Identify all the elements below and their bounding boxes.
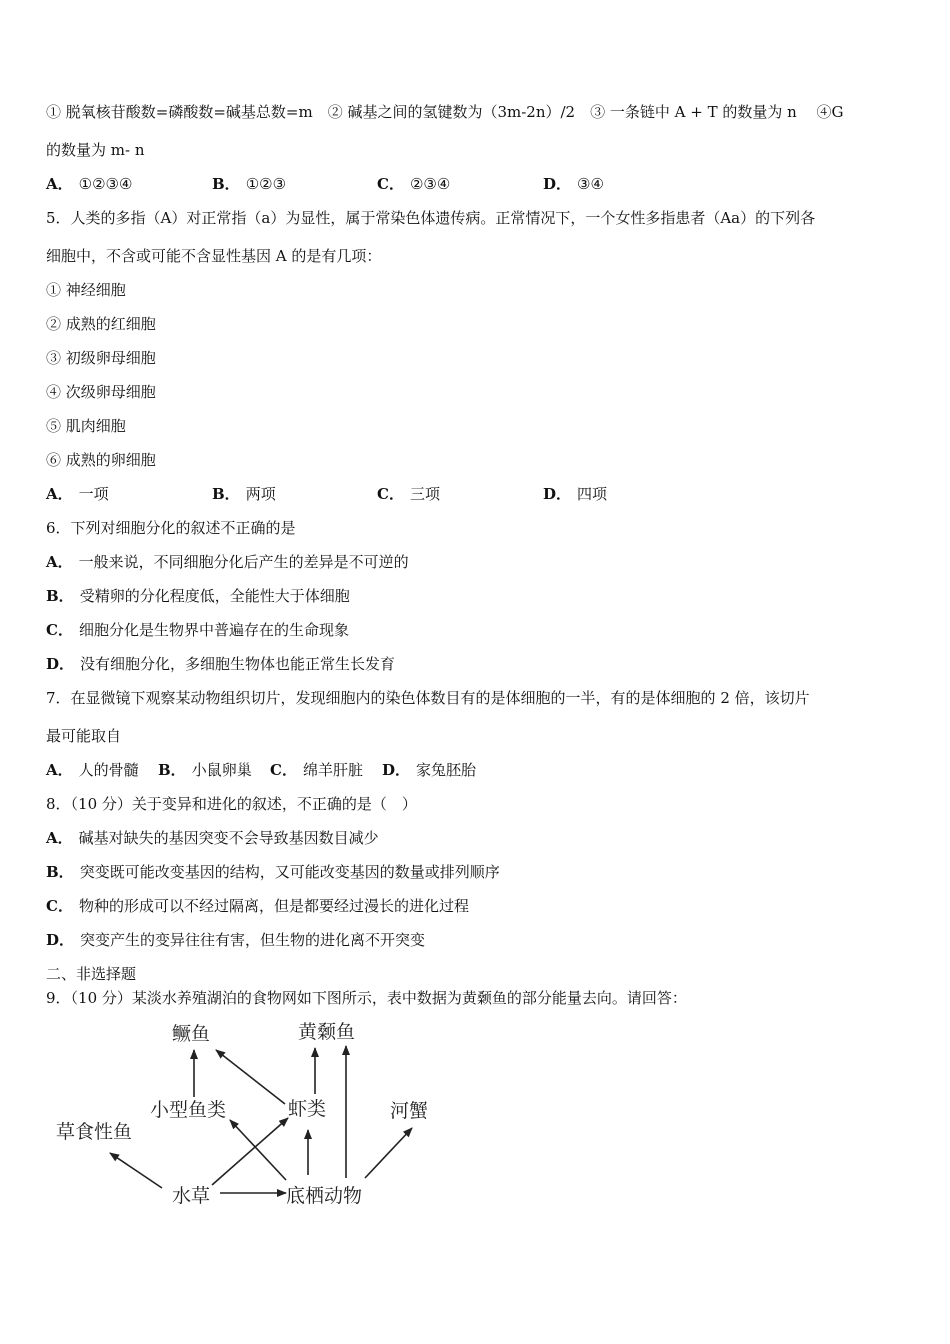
- q6-option-c: C． 细胞分化是生物界中普遍存在的生命现象: [46, 621, 349, 639]
- q8-stem: 8．（10 分）关于变异和进化的叙述，不正确的是（ ）: [46, 795, 417, 813]
- node-xialei: 虾类: [288, 1098, 327, 1120]
- arrow-shuicao-to-caoshixingyu: [110, 1153, 162, 1188]
- food-web-diagram: [40, 1010, 460, 1220]
- section-title: 二、非选择题: [46, 965, 137, 983]
- q5-stem-line1: 5．人类的多指（A）对正常指（a）为显性，属于常染色体遗传病。正常情况下，一个女性多指患者（Aa）的下列各: [46, 209, 816, 227]
- q7-stem-line2: 最可能取自: [46, 727, 122, 745]
- node-shuicao: 水草: [172, 1185, 211, 1207]
- q7-option-d: D． 家兔胚胎: [382, 761, 477, 779]
- q7-option-c: C． 绵羊肝脏: [270, 761, 363, 779]
- q7-option-b: B． 小鼠卵巢: [158, 761, 252, 779]
- q4-option-c: C． ②③④: [377, 175, 451, 193]
- q5-stem-line2: 细胞中，不含或可能不含显性基因 A 的是有几项：: [46, 247, 382, 265]
- node-xiaoxingyulei: 小型鱼类: [150, 1099, 227, 1121]
- q5-item-3: ③ 初级卵母细胞: [46, 349, 156, 367]
- q5-item-6: ⑥ 成熟的卵细胞: [46, 451, 156, 469]
- q7-stem-line1: 7．在显微镜下观察某动物组织切片，发现细胞内的染色体数目有的是体细胞的一半，有的是体细胞的 2 倍，该切片: [46, 689, 810, 707]
- q5-item-2: ② 成熟的红细胞: [46, 315, 156, 333]
- arrow-dixidongwu-to-hexie: [365, 1128, 412, 1178]
- q5-item-5: ⑤ 肌肉细胞: [46, 417, 126, 435]
- node-hexie: 河蟹: [390, 1100, 429, 1122]
- q6-option-a: A． 一般来说，不同细胞分化后产生的差异是不可逆的: [46, 553, 409, 571]
- q8-option-d: D． 突变产生的变异往往有害，但生物的进化离不开突变: [46, 931, 426, 949]
- q5-option-a: A． 一项: [46, 485, 109, 503]
- arrow-xialei-to-guiyu: [216, 1050, 285, 1104]
- q8-option-c: C． 物种的形成可以不经过隔离，但是都要经过漫长的进化过程: [46, 897, 469, 915]
- q6-option-d: D． 没有细胞分化，多细胞生物体也能正常生长发育: [46, 655, 396, 673]
- q9-stem: 9．（10 分）某淡水养殖湖泊的食物网如下图所示，表中数据为黄颡鱼的部分能量去向。请回答：: [46, 989, 687, 1007]
- q8-option-a: A． 碱基对缺失的基因突变不会导致基因数目减少: [46, 829, 379, 847]
- q5-item-1: ① 神经细胞: [46, 281, 126, 299]
- q7-option-a: A． 人的骨髓: [46, 761, 139, 779]
- arrow-dixidongwu-to-xiaoxingyulei: [230, 1120, 286, 1180]
- q4-option-a: A． ①②③④: [46, 175, 133, 193]
- q4-statement-line1: ① 脱氧核苷酸数=磷酸数=碱基总数=m ② 碱基之间的氢键数为（3m-2n）/2 ③ 一条链中 A + T 的数量为 n ④G: [46, 103, 844, 121]
- q6-stem: 6．下列对细胞分化的叙述不正确的是: [46, 519, 296, 537]
- q5-option-d: D． 四项: [543, 485, 608, 503]
- q8-option-b: B． 突变既可能改变基因的结构，又可能改变基因的数量或排列顺序: [46, 863, 500, 881]
- q4-option-b: B． ①②③: [212, 175, 287, 193]
- node-huangsangyu: 黄颡鱼: [298, 1021, 356, 1043]
- q4-option-d: D． ③④: [543, 175, 604, 193]
- node-dixidongwu: 底栖动物: [286, 1185, 363, 1207]
- node-guiyu: 鳜鱼: [172, 1023, 211, 1045]
- arrow-shuicao-to-xialei: [212, 1118, 288, 1185]
- q4-statement-line2: 的数量为 m- n: [46, 141, 145, 159]
- q6-option-b: B． 受精卵的分化程度低，全能性大于体细胞: [46, 587, 350, 605]
- node-caoshixingyu: 草食性鱼: [56, 1121, 133, 1143]
- q5-option-c: C． 三项: [377, 485, 440, 503]
- q5-item-4: ④ 次级卵母细胞: [46, 383, 156, 401]
- q5-option-b: B． 两项: [212, 485, 276, 503]
